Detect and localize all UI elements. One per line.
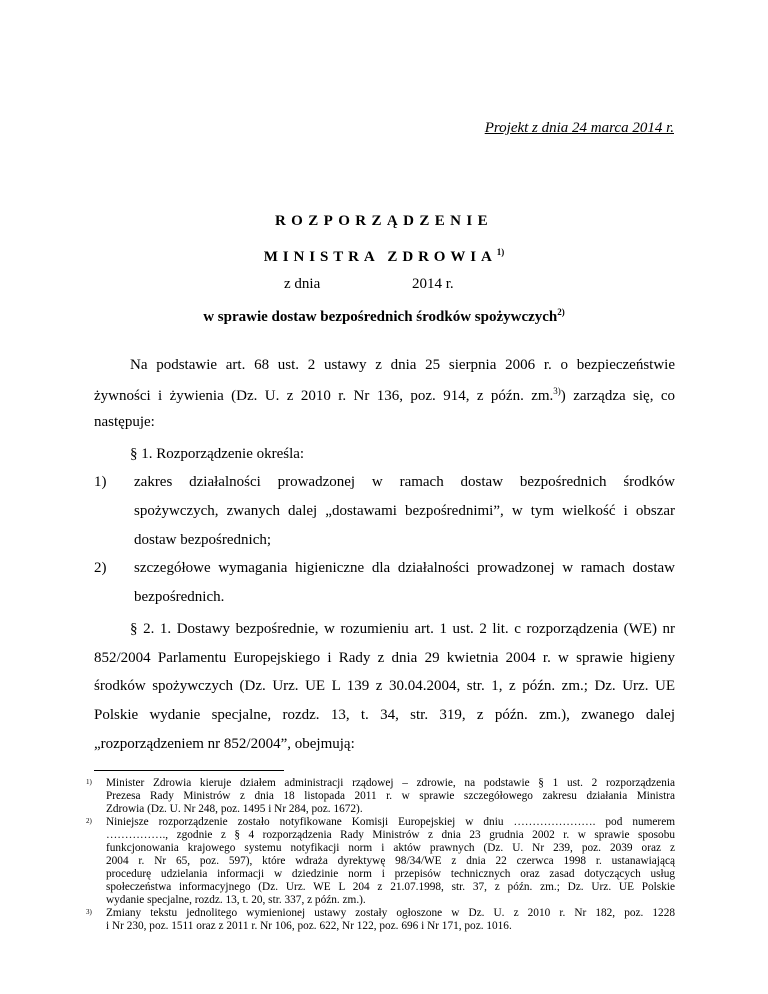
document-title: ROZPORZĄDZENIE — [274, 213, 494, 229]
par1-item-2-line-2: bezpośrednich. — [134, 589, 225, 605]
footnote-1 — [86, 777, 675, 816]
par1-item-2-num: 2) — [94, 560, 107, 576]
preamble-text-b: ) zarządza się, co — [560, 388, 675, 404]
footnote-ref-3: 3) — [553, 386, 561, 396]
footnote-ref-2: 2) — [557, 307, 565, 317]
footnotes — [86, 777, 675, 933]
footnote-2-line-2: ……………., zgodnie z § 4 rozporządzenia Rady Ministrów z dnia 23 grudnia 2002 r. w sprawie sposobu — [106, 829, 675, 841]
par1-item-1-line-2: spożywczych, zwanych dalej „dostawami bezpośrednimi”, w tym wielkość i obszar — [134, 503, 675, 519]
date-year: 2014 r. — [412, 276, 454, 292]
par1-item-1-line-3: dostaw bezpośrednich; — [134, 532, 272, 548]
preamble-text-a: żywności i żywienia (Dz. U. z 2010 r. Nr 136, poz. 914, z późn. zm. — [94, 388, 554, 404]
preamble-line-3: następuje: — [94, 414, 155, 430]
footnote-3-line-1: Zmiany tekstu jednolitego wymienionej ustawy zostały ogłoszone w Dz. U. z 2010 r. Nr 182, poz. 1228 — [106, 907, 675, 919]
project-date-label: Projekt z dnia 24 marca 2014 r. — [484, 120, 674, 136]
footnote-3-mark: 3) — [86, 908, 92, 916]
par2-line-4: Polskie wydanie specjalne, rozdz. 13, t. 34, str. 319, z późn. zm.), zwanego dalej — [94, 707, 675, 723]
date-prefix: z dnia — [284, 276, 321, 292]
footnote-2-line-7: wydanie specjalne, rozdz. 13, t. 20, str. 337, z późn. zm.). — [106, 894, 366, 906]
footnote-2-mark: 2) — [86, 817, 92, 825]
par1-item-1-line-1: zakres działalności prowadzonej w ramach dostaw bezpośrednich środków — [134, 474, 675, 490]
par1-item-1-num: 1) — [94, 474, 107, 490]
preamble-line-2 — [94, 386, 675, 405]
footnote-2-line-1: Niniejsze rozporządzenie zostało notyfikowane Komisji Europejskiej w dniu …………………. pod numerem — [106, 816, 675, 828]
footnote-1-line-1: Minister Zdrowia kieruje działem administracji rządowej – zdrowie, na podstawie § 1 ust. 2 rozporządzenia — [106, 777, 675, 789]
preamble-line-1: Na podstawie art. 68 ust. 2 ustawy z dnia 25 sierpnia 2006 r. o bezpieczeństwie — [130, 357, 675, 373]
footnote-1-line-2: Prezesa Rady Ministrów z dnia 18 listopada 2011 r. w sprawie szczegółowego zakresu działania Ministra — [106, 790, 675, 802]
par2-line-3: środków spożywczych (Dz. Urz. UE L 139 z 30.04.2004, str. 1, z późn. zm.; Dz. Urz. UE — [94, 678, 675, 694]
authority-name: MINISTRA ZDROWIA — [263, 249, 497, 265]
par2-line-2: 852/2004 Parlamentu Europejskiego i Rady z dnia 29 kwietnia 2004 r. w sprawie higieny — [94, 650, 675, 666]
footnote-3-line-2: i Nr 230, poz. 1511 oraz z 2011 r. Nr 106, poz. 622, Nr 122, poz. 696 i Nr 171, poz. 1016. — [106, 920, 512, 932]
footnote-2-line-4: 2004 r. Nr 65, poz. 597), które wdraża dyrektywę 98/34/WE z dnia 22 czerwca 1998 r. ustanawiającą — [106, 855, 675, 867]
par2-line-5: „rozporządzeniem nr 852/2004”, obejmują: — [94, 736, 355, 752]
footnote-2-line-6: społeczeństwa informacyjnego (Dz. Urz. WE L 204 z 21.07.1998, str. 37, z późn. zm.; Dz. Urz. UE Polskie — [106, 881, 675, 893]
par1-item-2-line-1: szczegółowe wymagania higieniczne dla działalności prowadzonej w ramach dostaw — [134, 560, 675, 576]
footnote-ref-1: 1) — [496, 247, 505, 257]
footnote-3 — [86, 907, 675, 933]
footnote-1-line-3: Zdrowia (Dz. U. Nr 248, poz. 1495 i Nr 284, poz. 1672). — [106, 803, 363, 815]
document-subject — [0, 307, 768, 326]
footnote-1-mark: 1) — [86, 778, 92, 786]
par1-intro: § 1. Rozporządzenie określa: — [130, 446, 305, 462]
footnote-2 — [86, 816, 675, 907]
par2-line-1: § 2. 1. Dostawy bezpośrednie, w rozumieniu art. 1 ust. 2 lit. c rozporządzenia (WE) nr — [130, 621, 675, 637]
footnote-2-line-5: procedurę udzielania informacji w dziedzinie norm i przepisów technicznych oraz zasad dotyczących usług — [106, 868, 675, 880]
footnote-2-line-3: funkcjonowania krajowego systemu notyfikacji norm i aktów prawnych (Dz. U. Nr 239, poz. 2039 oraz z — [106, 842, 675, 854]
subject-text: w sprawie dostaw bezpośrednich środków spożywczych — [203, 309, 558, 325]
footnote-separator — [94, 770, 284, 771]
issuing-authority — [0, 247, 768, 266]
